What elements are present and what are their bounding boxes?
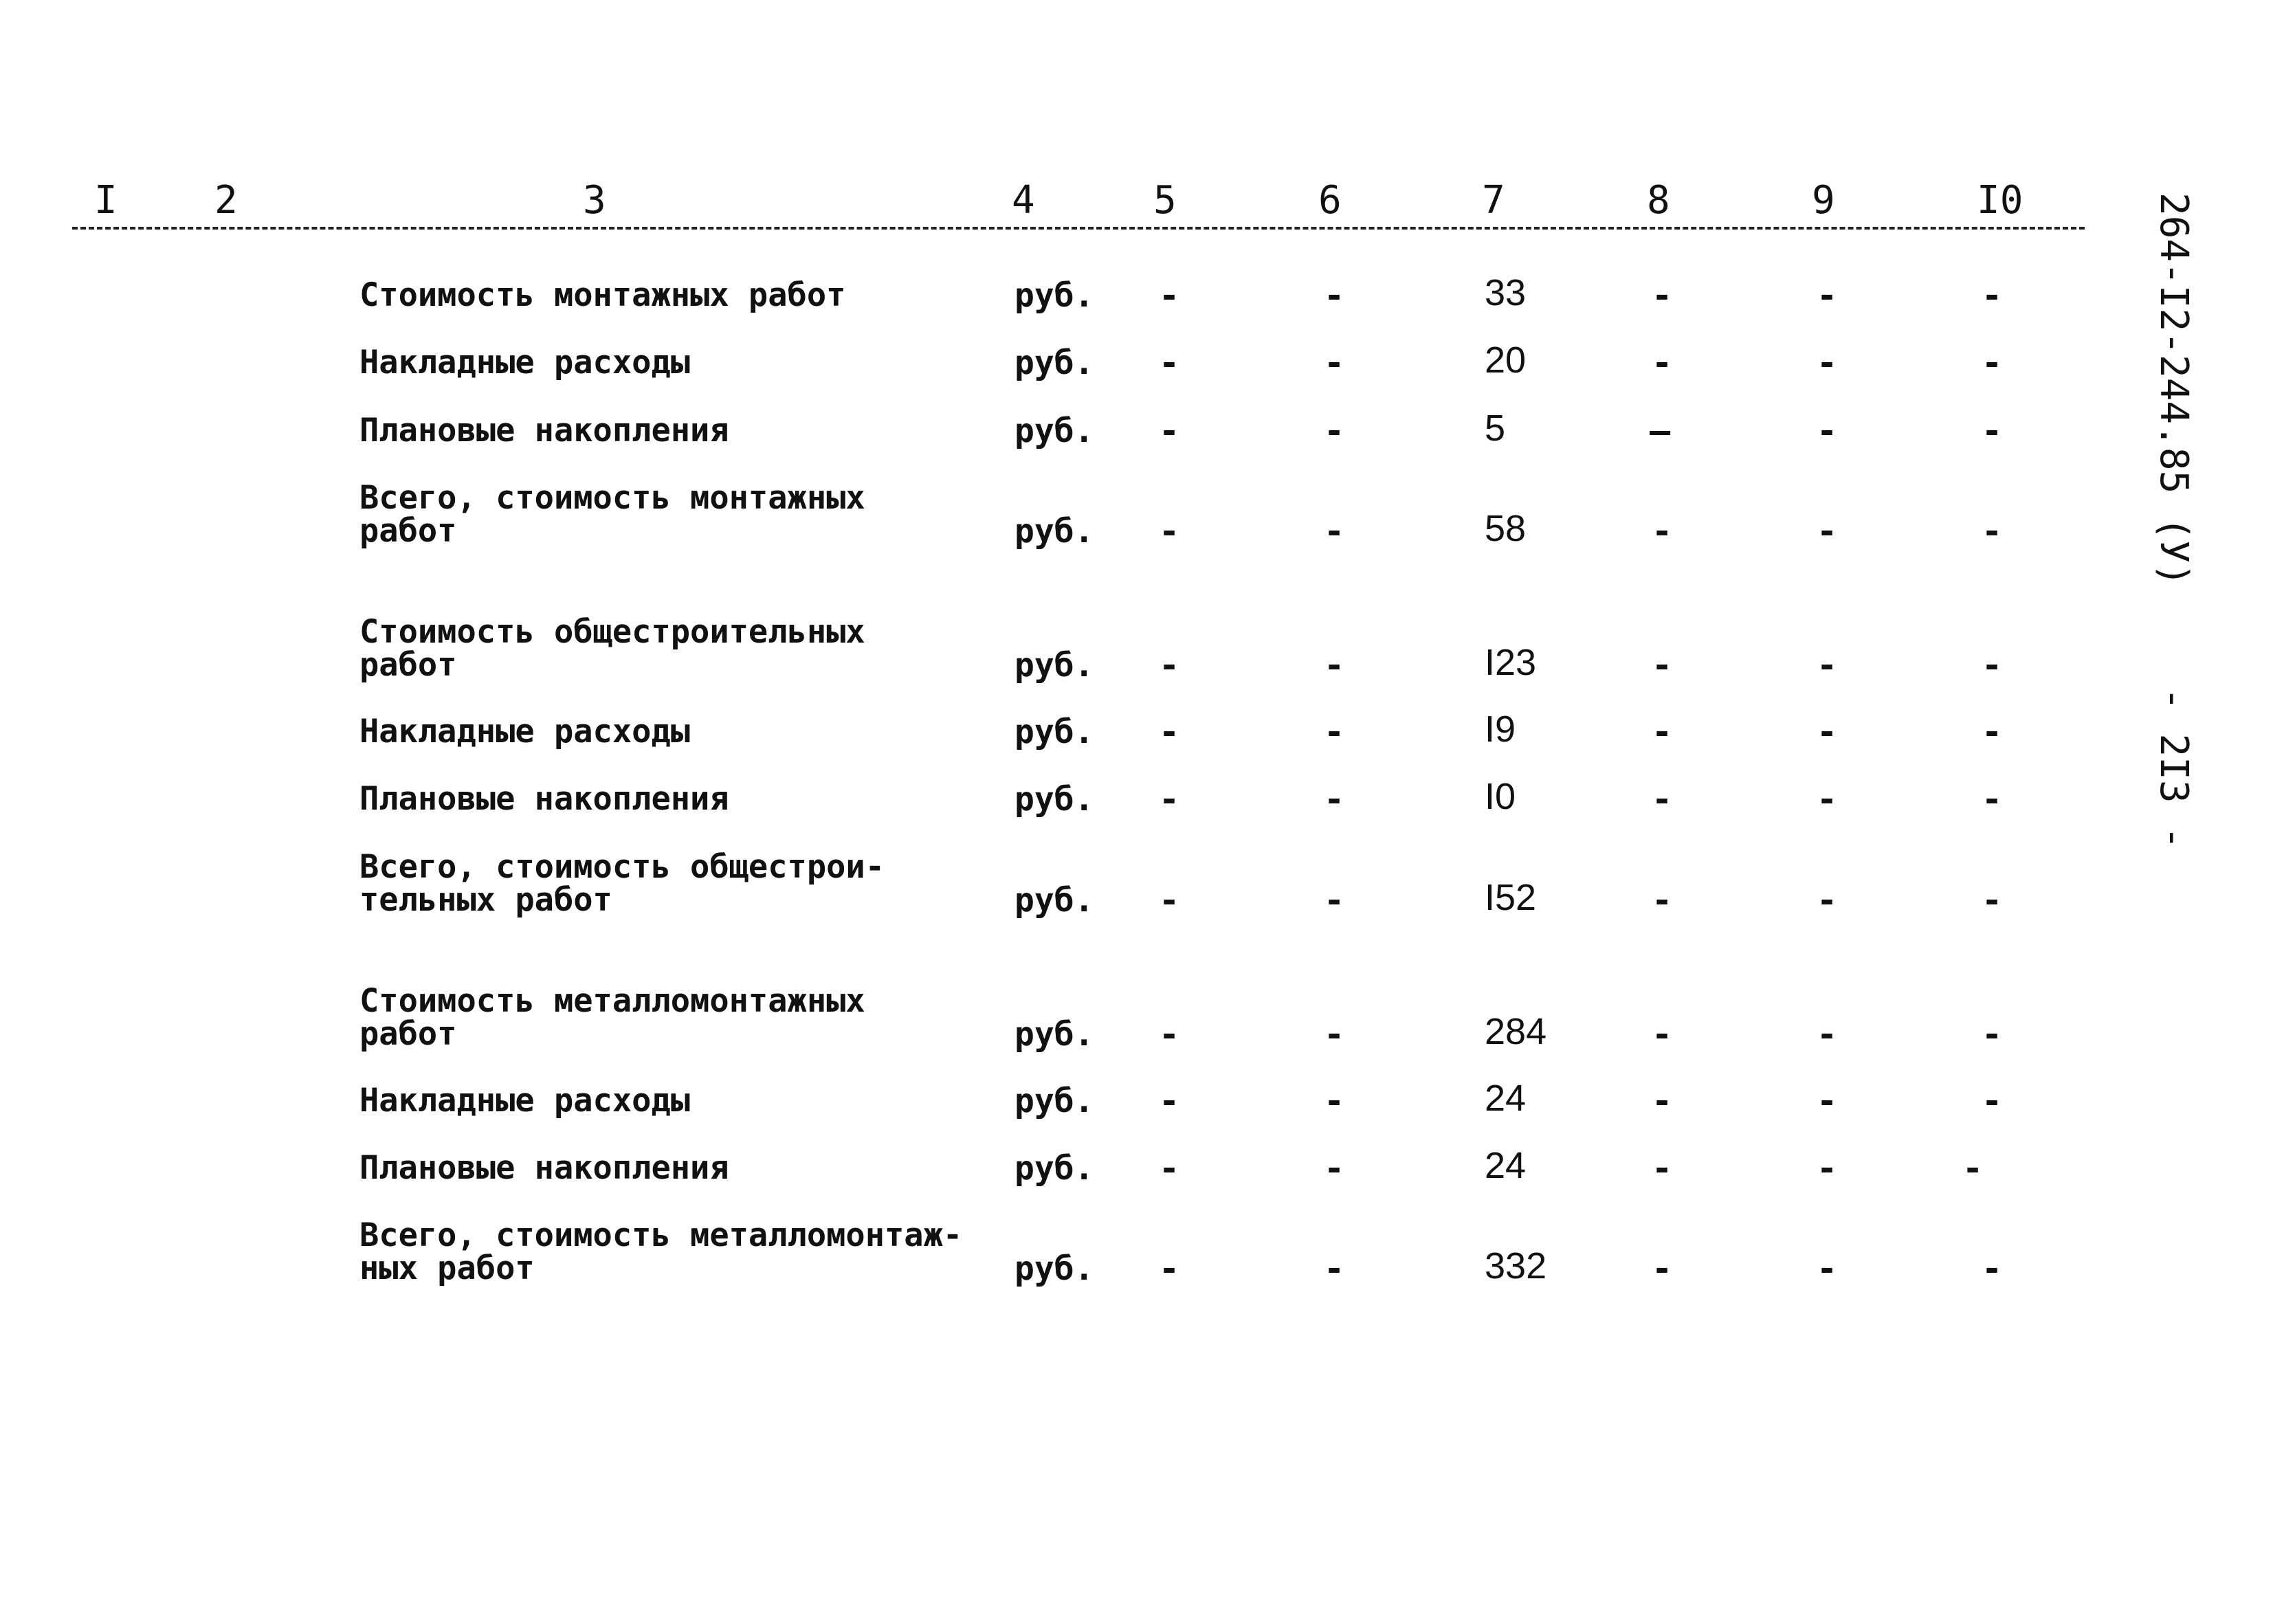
row-col9: - (1817, 645, 1838, 685)
row-unit: руб. (1014, 412, 1094, 450)
row-col8: - (1652, 1249, 1673, 1289)
row-col6: - (1324, 411, 1345, 451)
row-col9: - (1817, 712, 1838, 752)
row-description: Накладные расходы (359, 713, 691, 750)
row-col10: - (1982, 645, 2003, 685)
column-header-8: 8 (1647, 178, 1670, 223)
row-unit: руб. (1014, 276, 1094, 315)
row-col10: - (1982, 276, 2003, 315)
row-col8: - (1652, 712, 1673, 752)
row-value: 20 (1485, 340, 1527, 381)
row-col10: - (1982, 1014, 2003, 1054)
row-col10: - (1982, 411, 2003, 451)
row-col9: - (1817, 880, 1838, 920)
row-col9: - (1817, 343, 1838, 383)
row-description: Стоимость общестроительных (359, 613, 865, 651)
row-col5: - (1159, 1014, 1180, 1054)
row-col10: - (1982, 511, 2003, 551)
row-description: Всего, стоимость монтажных (359, 479, 865, 517)
column-header-9: 9 (1812, 178, 1835, 223)
column-header-5: 5 (1153, 178, 1177, 223)
row-col9: - (1817, 1249, 1838, 1289)
row-description-continued: работ (359, 1015, 457, 1053)
column-header-2: 2 (214, 178, 238, 223)
row-col5: - (1159, 712, 1180, 752)
row-unit: руб. (1014, 1249, 1094, 1288)
row-col6: - (1324, 645, 1345, 685)
row-col8: - (1652, 880, 1673, 920)
row-col9: - (1817, 1014, 1838, 1054)
row-description-continued: работ (359, 512, 457, 550)
row-col10: - (1982, 779, 2003, 819)
row-col5: - (1159, 276, 1180, 315)
row-col6: - (1324, 1014, 1345, 1054)
row-col8: - (1652, 511, 1673, 551)
row-col9: - (1817, 276, 1838, 315)
column-header-7: 7 (1482, 178, 1505, 223)
row-col6: - (1324, 880, 1345, 920)
row-description: Накладные расходы (359, 344, 691, 381)
row-unit: руб. (1014, 1082, 1094, 1120)
row-col8: - (1652, 645, 1673, 685)
row-col5: - (1159, 1081, 1180, 1121)
row-col5: - (1159, 343, 1180, 383)
column-header-4: 4 (1012, 178, 1035, 223)
column-header-6: 6 (1318, 178, 1342, 223)
row-col9: - (1817, 1081, 1838, 1121)
row-col6: - (1324, 1249, 1345, 1289)
row-description: Плановые накопления (359, 780, 729, 818)
row-unit: руб. (1014, 780, 1094, 819)
row-col10: - (1982, 712, 2003, 752)
row-col5: - (1159, 411, 1180, 451)
row-description: Стоимость монтажных работ (359, 276, 846, 314)
row-col10: - (1982, 1249, 2003, 1289)
row-value: 33 (1485, 272, 1527, 313)
page-number: - 2I3 - (2151, 687, 2196, 850)
row-description: Всего, стоимость металломонтаж- (359, 1216, 963, 1254)
row-col9: - (1817, 779, 1838, 819)
row-col8: - (1652, 276, 1673, 315)
row-unit: руб. (1014, 646, 1094, 685)
column-header-1: I (94, 178, 118, 223)
row-unit: руб. (1014, 1149, 1094, 1188)
document-code: 264-I2-244.85 (У) (2151, 192, 2196, 587)
row-col5: - (1159, 1249, 1180, 1289)
row-value: 332 (1485, 1245, 1547, 1287)
row-value: I52 (1485, 877, 1537, 918)
row-col6: - (1324, 712, 1345, 752)
row-col10: - (1962, 1148, 1984, 1188)
row-col6: - (1324, 779, 1345, 819)
row-col6: - (1324, 343, 1345, 383)
row-value: I23 (1485, 642, 1537, 683)
row-col8: - (1652, 779, 1673, 819)
row-col5: - (1159, 880, 1180, 920)
row-description-continued: ных работ (359, 1249, 535, 1287)
row-value: I9 (1485, 709, 1516, 750)
row-value: 24 (1485, 1078, 1527, 1119)
column-header-10: I0 (1977, 178, 2023, 223)
row-unit: руб. (1014, 881, 1094, 920)
row-col8: — (1650, 411, 1671, 451)
row-col9: - (1817, 511, 1838, 551)
row-col8: - (1652, 343, 1673, 383)
row-value: 284 (1485, 1011, 1547, 1052)
row-col5: - (1159, 1148, 1180, 1188)
row-description: Накладные расходы (359, 1082, 691, 1120)
row-description: Плановые накопления (359, 1149, 729, 1187)
row-col10: - (1982, 1081, 2003, 1121)
row-value: 24 (1485, 1145, 1527, 1186)
row-col8: - (1652, 1014, 1673, 1054)
row-description: Всего, стоимость общестрои- (359, 848, 885, 886)
row-col10: - (1982, 880, 2003, 920)
row-unit: руб. (1014, 713, 1094, 751)
row-description-continued: тельных работ (359, 881, 612, 919)
row-col6: - (1324, 1148, 1345, 1188)
row-unit: руб. (1014, 512, 1094, 550)
row-unit: руб. (1014, 344, 1094, 382)
row-col5: - (1159, 779, 1180, 819)
row-col10: - (1982, 343, 2003, 383)
row-col5: - (1159, 511, 1180, 551)
row-description: Плановые накопления (359, 412, 729, 449)
row-col5: - (1159, 645, 1180, 685)
column-header-3: 3 (583, 178, 606, 223)
row-description: Стоимость металломонтажных (359, 982, 865, 1020)
row-col8: - (1652, 1081, 1673, 1121)
row-value: 58 (1485, 508, 1527, 549)
row-value: 5 (1485, 408, 1506, 449)
row-unit: руб. (1014, 1015, 1094, 1054)
row-col6: - (1324, 276, 1345, 315)
row-col6: - (1324, 511, 1345, 551)
row-col9: - (1817, 1148, 1838, 1188)
row-col6: - (1324, 1081, 1345, 1121)
row-description-continued: работ (359, 646, 457, 684)
row-col9: - (1817, 411, 1838, 451)
header-divider (72, 227, 2085, 230)
row-value: I0 (1485, 776, 1516, 817)
row-col8: - (1652, 1148, 1673, 1188)
